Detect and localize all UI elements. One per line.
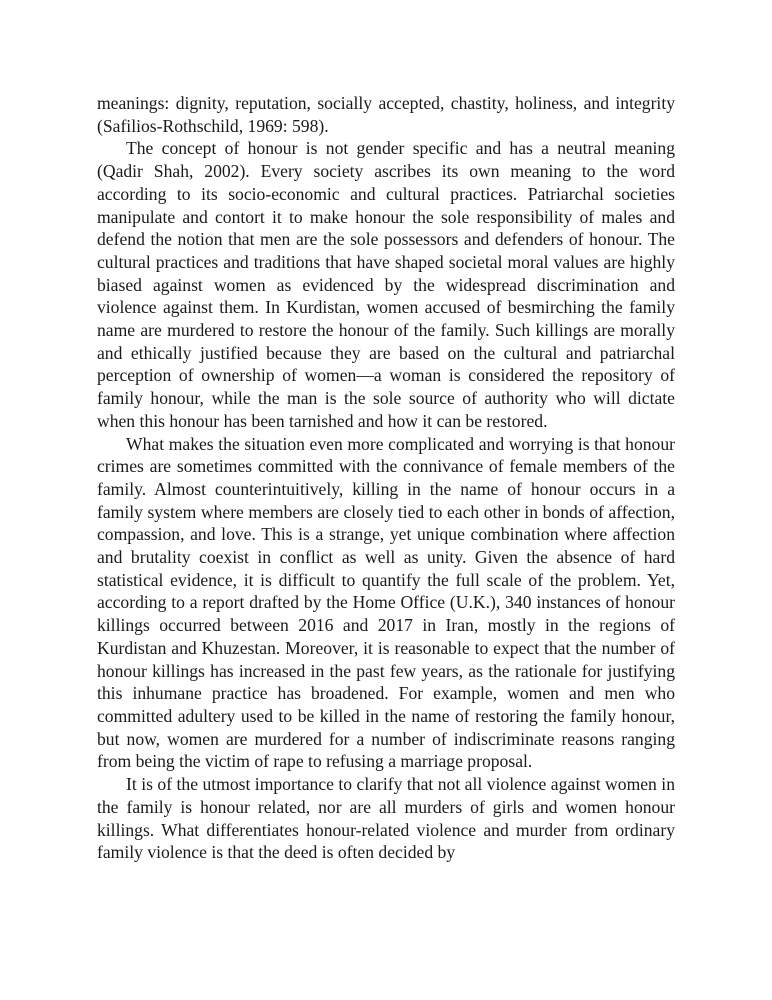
paragraph-1: meanings: dignity, reputation, socially accepted, chastity, holiness, and integrity (Safilios-Rothschild, 1969: 598). xyxy=(97,93,675,136)
paragraph-2: The concept of honour is not gender specific and has a neutral meaning (Qadir Shah, 2002). Every society ascribes its own meaning to the word according to its socio-economic and cultural practices. Patriarchal societies manipulate and contort it to make honour the sole responsibility of males and defend the notion that men are the sole possessors and defenders of honour. The cultural practices and traditions that have shaped societal moral values are highly biased against women as evidenced by the widespread discrimination and violence against them. In Kurdistan, women accused of besmirching the family name are murdered to restore the honour of the family. Such killings are morally and ethically justified because they are based on the cultural and patriarchal perception of ownership of women—a woman is considered the repository of family honour, while the man is the sole source of authority who will dictate when this honour has been tarnished and how it can be restored. xyxy=(97,138,675,431)
paragraph-4: It is of the utmost importance to clarify that not all violence against women in the family is honour related, nor are all murders of girls and women honour killings. What differentiates honour-related violence and murder from ordinary family violence is that the deed is often decided by xyxy=(97,774,675,863)
document-page xyxy=(97,92,675,864)
paragraph-3: What makes the situation even more complicated and worrying is that honour crimes are sometimes committed with the connivance of female members of the family. Almost counterintuitively, killing in the name of honour occurs in a family system where members are closely tied to each other in bonds of affection, compassion, and love. This is a strange, yet unique combination where affection and brutality coexist in conflict as well as unity. Given the absence of hard statistical evidence, it is difficult to quantify the full scale of the problem. Yet, according to a report drafted by the Home Office (U.K.), 340 instances of honour killings occurred between 2016 and 2017 in Iran, mostly in the regions of Kurdistan and Khuzestan. Moreover, it is reasonable to expect that the number of honour killings has increased in the past few years, as the rationale for justifying this inhumane practice has broadened. For example, women and men who committed adultery used to be killed in the name of restoring the family honour, but now, women are murdered for a number of indiscriminate reasons ranging from being the victim of rape to refusing a marriage proposal. xyxy=(97,433,675,772)
